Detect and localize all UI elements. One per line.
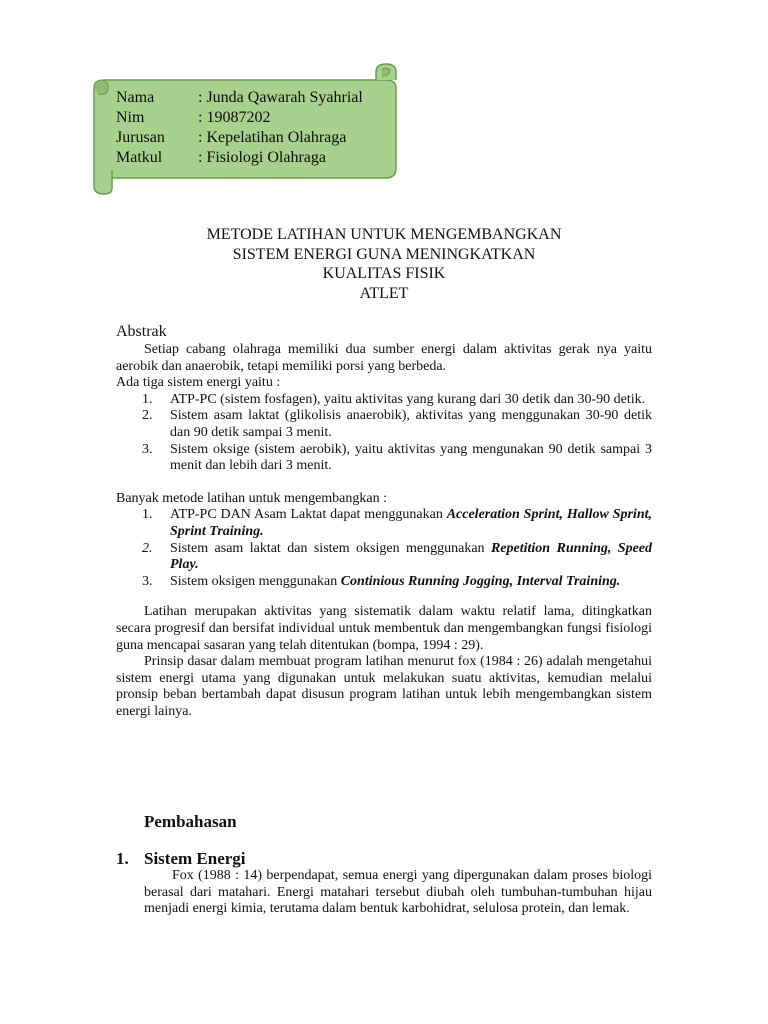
identity-label: Nama [116,89,155,106]
title-line: ATLET [359,284,409,302]
methods-list [116,507,652,590]
abstract-section [116,322,666,720]
identity-block [116,88,363,168]
section-title: Sistem Energi [144,849,246,868]
discussion-heading: Pembahasan [144,812,237,831]
paragraph-latihan: Latihan merupakan aktivitas yang sistematik dalam waktu relatif lama, ditingkatkan secara progresif dan bersifat individual untuk membentuk dan mengembangkan fungsi fisiologi guna mencapai sasaran yang telah ditentukan (bompa, 1994 : 29). [116,604,652,653]
paragraph-prinsip: Prinsip dasar dalam membuat program latihan menurut fox (1984 : 26) adalah mengetahui sistem energi utama yang digunakan untuk melakukan suatu aktivitas, kemudian melalui pronsip beban bertambah dapat disusun program latihan untuk lebih mengembangkan sistem energi lainya. [116,654,652,719]
identity-label: Nim [116,109,145,126]
list-item: 2. Sistem asam laktat (glikolisis anaerobik), aktivitas yang menggunakan 30-90 detik dan 90 detik sampai 3 menit. [142,408,666,440]
section-paragraph: Fox (1988 : 14) berpendapat, semua energi yang dipergunakan dalam proses biologi berasal dari matahari. Energi matahari tersebut diubah oleh tumbuhan-tumbuhan hijau menjadi energi kimia, terutama dalam bentuk karbohidrat, selulosa protein, dan lemak. [144,868,652,917]
methods-intro: Banyak metode latihan untuk mengembangkan : [116,490,387,506]
identity-row-matkul [116,148,363,168]
identity-value: : Junda Qawarah Syahrial [198,89,363,106]
identity-label: Matkul [116,149,163,166]
section-heading [116,849,246,869]
identity-row-nama [116,88,363,108]
title-line: KUALITAS FISIK [322,265,446,282]
list-item: 3. Sistem oksige (sistem aerobik), yaitu aktivitas yang mengunakan 90 detik sampai 3 menit dan lebih dari 3 menit. [142,441,652,474]
method-names: Repetition Running, Speed Play. [170,540,652,573]
section-number: 1. [116,849,129,868]
list-item: 2. Sistem asam laktat dan sistem oksigen menggunakan Repetition Running, Speed Play. [142,540,652,573]
title-line: SISTEM ENERGI GUNA MENINGKATKAN [232,245,536,263]
abstract-intro: Setiap cabang olahraga memiliki dua sumber energi dalam aktivitas gerak nya yaitu aerobik dan anaerobik, tetapi memiliki porsi yang berbeda. [116,342,652,374]
method-names: Continious Running Jogging, Interval Training. [340,573,621,589]
method-names: Acceleration Sprint, Hallow Sprint, Sprint Training. [170,507,653,539]
list-item: 1. ATP-PC DAN Asam Laktat dapat menggunakan Acceleration Sprint, Hallow Sprint, Sprint Training. [142,507,653,539]
identity-label: Jurusan [116,129,165,146]
document-title [0,225,768,303]
title-line: METODE LATIHAN UNTUK MENGEMBANGKAN [206,226,562,243]
identity-row-nim [116,108,363,128]
energy-systems-list [116,391,666,475]
identity-value: : Fisiologi Olahraga [198,149,326,166]
systems-intro: Ada tiga sistem energi yaitu : [116,375,281,391]
identity-value: : 19087202 [198,109,271,126]
identity-value: : Kepelatihan Olahraga [198,129,347,146]
abstract-heading: Abstrak [116,323,167,340]
identity-row-jurusan [116,128,363,148]
list-item: 3. Sistem oksigen menggunakan Continious Running Jogging, Interval Training. [142,573,621,589]
list-item: 1. ATP-PC (sistem fosfagen), yaitu aktivitas yang kurang dari 30 detik dan 30-90 detik. [142,391,646,407]
